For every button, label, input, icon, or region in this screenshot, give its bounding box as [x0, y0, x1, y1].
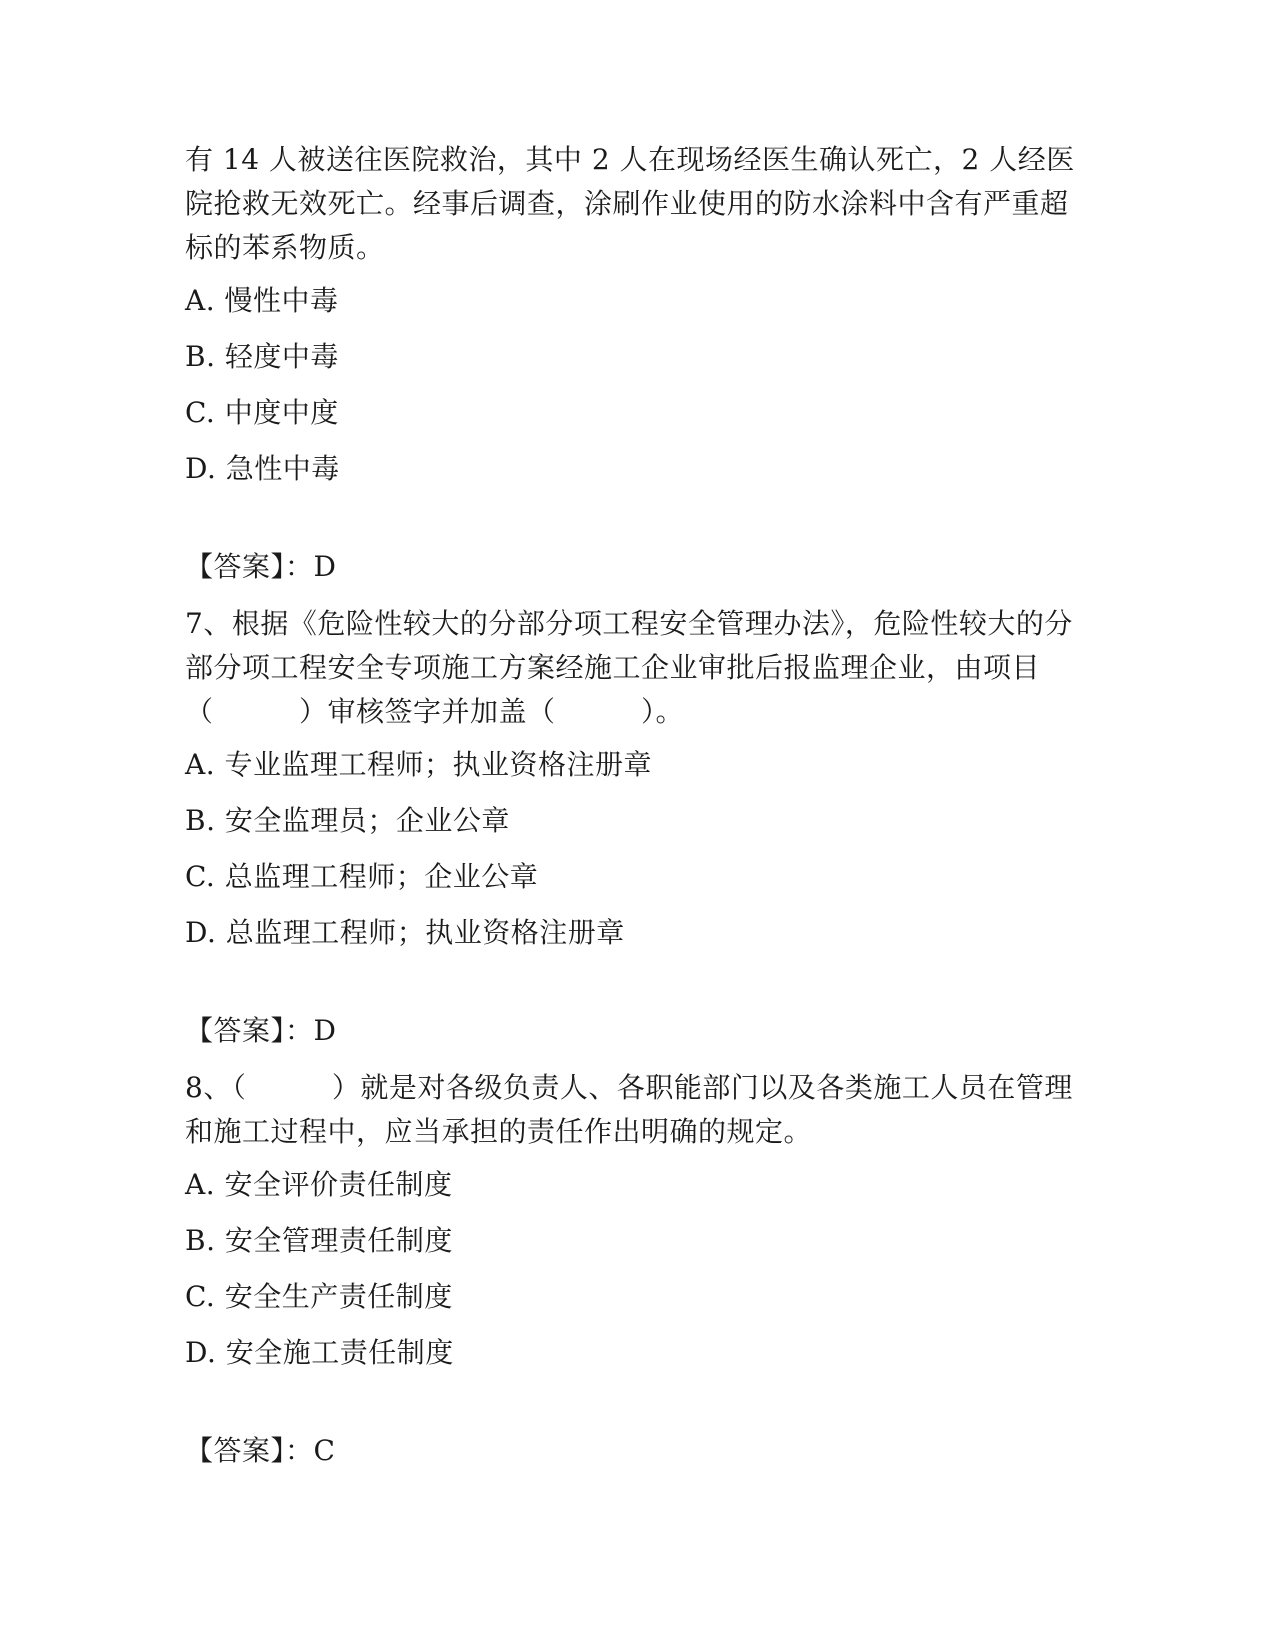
question-7-stem: 7、根据《危险性较大的分部分项工程安全管理办法》，危险性较大的分部分项工程安全专项施工方案经施工企业审批后报监理企业，由项目（ ）审核签字并加盖（ ）。 — [185, 607, 1073, 728]
question-7-option-b: B. 安全监理员；企业公章 — [185, 804, 510, 837]
question-6-options — [185, 284, 1085, 508]
question-7-option-c: C. 总监理工程师；企业公章 — [185, 860, 539, 893]
question-6-option-c: C. 中度中度 — [185, 396, 339, 429]
question-8-answer: 【答案】：C — [185, 1434, 336, 1467]
question-6 — [185, 138, 1085, 584]
question-7-options — [185, 748, 1085, 972]
question-8-option-b: B. 安全管理责任制度 — [185, 1224, 453, 1257]
question-8-option-c: C. 安全生产责任制度 — [185, 1280, 453, 1313]
question-6-option-b: B. 轻度中毒 — [185, 340, 339, 373]
question-8-stem: 8、（ ）就是对各级负责人、各职能部门以及各类施工人员在管理和施工过程中，应当承担的责任作出明确的规定。 — [185, 1071, 1073, 1148]
question-6-option-a: A. 慢性中毒 — [185, 284, 339, 317]
question-7-option-d: D. 总监理工程师；执业资格注册章 — [185, 916, 625, 949]
question-8 — [185, 1066, 1085, 1468]
document-content — [185, 138, 1085, 1486]
question-8-option-d: D. 安全施工责任制度 — [185, 1336, 454, 1369]
question-8-options — [185, 1168, 1085, 1392]
question-6-option-d: D. 急性中毒 — [185, 452, 340, 485]
question-7 — [185, 602, 1085, 1048]
question-6-stem: 有 14 人被送往医院救治，其中 2 人在现场经医生确认死亡，2 人经医院抢救无效死亡。经事后调查，涂刷作业使用的防水涂料中含有严重超标的苯系物质。 — [185, 143, 1075, 264]
question-7-option-a: A. 专业监理工程师；执业资格注册章 — [185, 748, 653, 781]
question-8-option-a: A. 安全评价责任制度 — [185, 1168, 453, 1201]
question-7-answer: 【答案】：D — [185, 1014, 337, 1047]
question-6-answer: 【答案】：D — [185, 550, 337, 583]
